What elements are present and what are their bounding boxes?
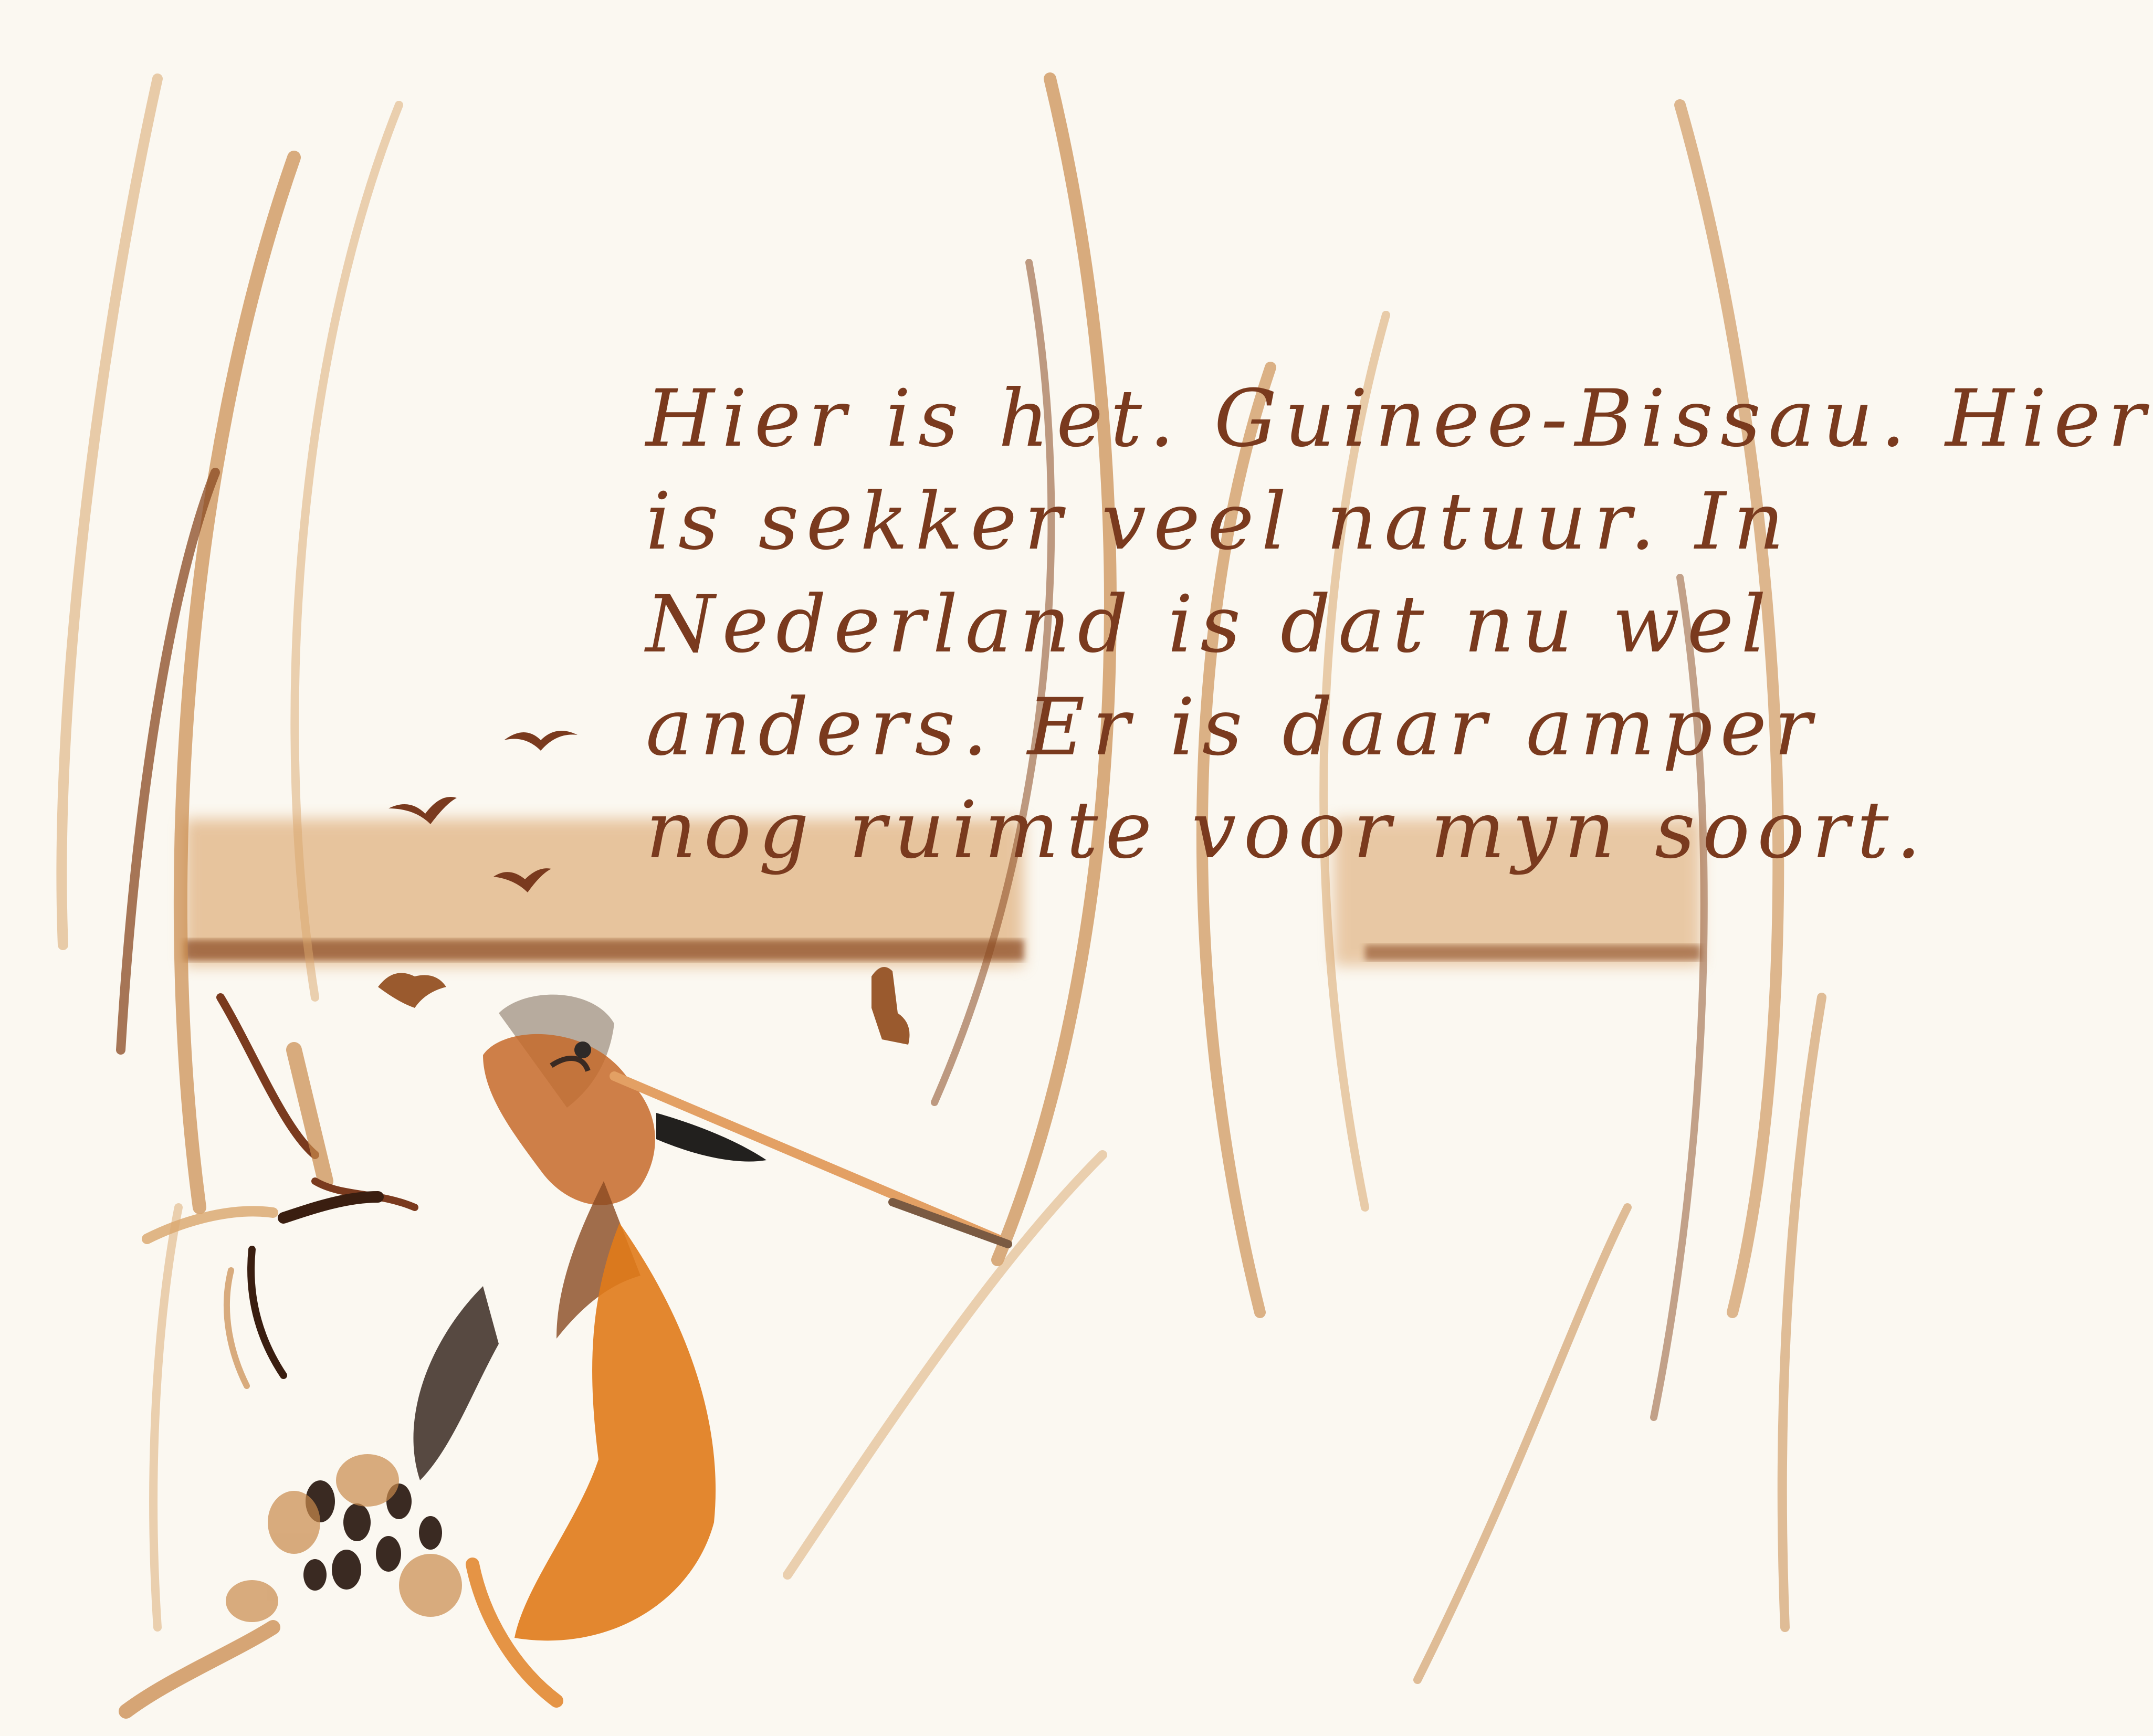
text-line-4: anders. Er is daar amper <box>646 682 1819 773</box>
grass-stroke-icon <box>1417 1207 1627 1680</box>
text-line-3: Nederland is dat nu wel <box>646 579 1774 670</box>
bird-silhouette-icon <box>378 973 446 1008</box>
handwritten-text <box>646 367 2153 882</box>
text-line-2: is sekker veel natuur. In <box>646 476 1792 567</box>
bird-silhouette-icon <box>504 731 577 751</box>
grass-stroke-icon <box>1782 997 1822 1627</box>
grass-stroke-icon <box>153 1207 178 1627</box>
godwit-icon <box>126 995 1008 1711</box>
text-line-5: nog ruimte voor myn soort. <box>646 785 1929 876</box>
far-birds <box>378 967 910 1045</box>
text-line-1: Hier is het. Guinee-Bissau. Hier <box>646 373 2153 465</box>
bird-silhouette-icon <box>871 967 910 1045</box>
grass-stroke-icon <box>181 157 294 1207</box>
